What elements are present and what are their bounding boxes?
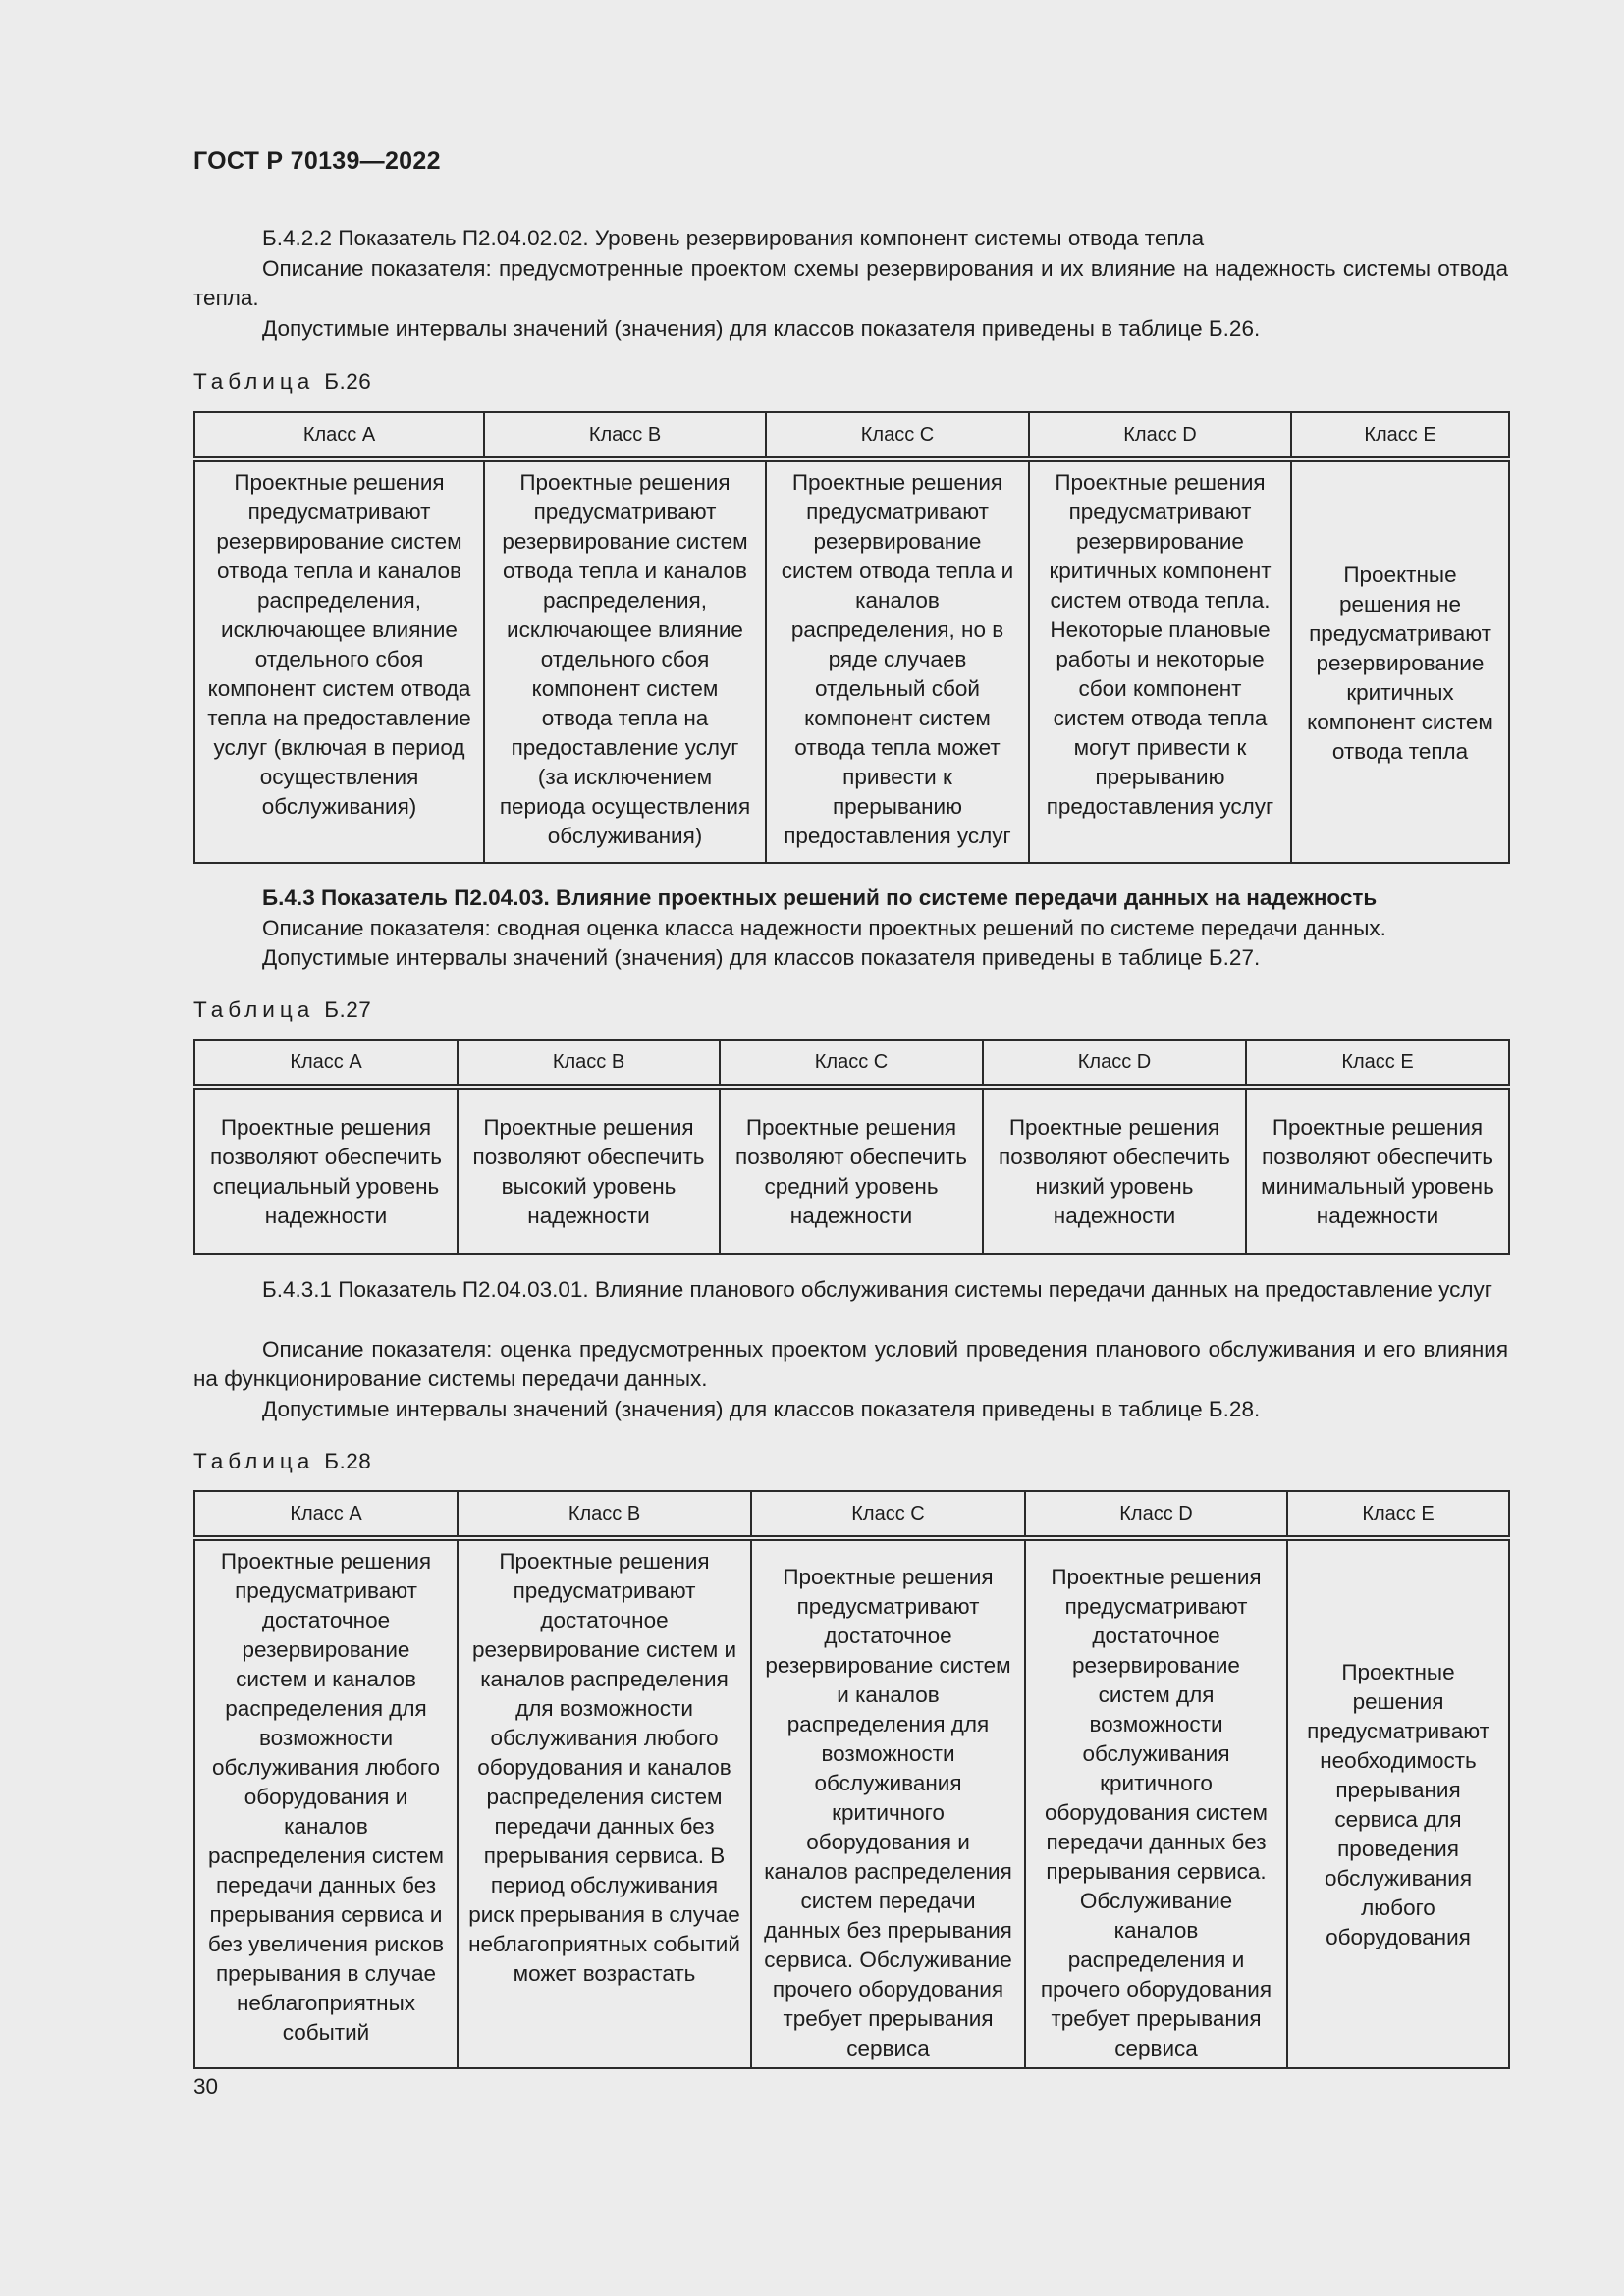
- table-header-row: [194, 1040, 1509, 1087]
- cell-class-e: Проектные решения предусматривают необходимость прерывания сервиса для проведения обслуживания любого оборудования: [1287, 1538, 1509, 2068]
- cell-class-b: Проектные решения предусматривают резервирование систем отвода тепла и каналов распределения, исключающее влияние отдельного сбоя компонент систем отвода тепла на предоставление услуг (за исключением периода осуществления обслуживания): [484, 459, 766, 863]
- cell-class-a: Проектные решения позволяют обеспечить специальный уровень надежности: [194, 1087, 458, 1254]
- cell-class-c: Проектные решения предусматривают достаточное резервирование систем и каналов распределения для возможности обслуживания критичного оборудования и каналов распределения систем передачи данных без прерывания сервиса. Обслуживание прочего оборудования требует прерывания сервиса: [751, 1538, 1025, 2068]
- header-class-e: Класс E: [1246, 1040, 1509, 1087]
- header-class-b: Класс B: [458, 1040, 720, 1087]
- cell-class-b: Проектные решения предусматривают достаточное резервирование систем и каналов распределения для возможности обслуживания любого оборудования и каналов распределения систем передачи данных без прерывания сервиса. В период обслуживания риск прерывания в случае неблагоприятных событий может возрастать: [458, 1538, 751, 2068]
- table-header-row: [194, 412, 1509, 459]
- header-class-e: Класс E: [1291, 412, 1509, 459]
- table-caption-b28: Таблица Б.28: [193, 1449, 372, 1473]
- section-title-b4-2-2: Б.4.2.2 Показатель П2.04.02.02. Уровень резервирования компонент системы отвода тепла: [262, 226, 1205, 250]
- header-class-e: Класс E: [1287, 1491, 1509, 1538]
- header-class-d: Класс D: [1025, 1491, 1287, 1538]
- cell-class-d: Проектные решения предусматривают резервирование критичных компонент систем отвода тепла. Некоторые плановые работы и некоторые сбои компонент систем отвода тепла могут привести к прерыванию предоставления услуг: [1029, 459, 1291, 863]
- header-class-a: Класс A: [194, 1040, 458, 1087]
- table-row: [194, 1087, 1509, 1254]
- section-ranges-b4-2-2: Допустимые интервалы значений (значения) для классов показателя приведены в таблице Б.26.: [262, 316, 1261, 341]
- header-class-b: Класс B: [458, 1491, 751, 1538]
- table-row: [194, 459, 1509, 863]
- header-class-c: Класс C: [720, 1040, 983, 1087]
- header-class-d: Класс D: [983, 1040, 1246, 1087]
- header-class-b: Класс B: [484, 412, 766, 459]
- table-b26: [193, 411, 1510, 864]
- cell-class-b: Проектные решения позволяют обеспечить высокий уровень надежности: [458, 1087, 720, 1254]
- table-b27: [193, 1039, 1510, 1255]
- section-description-b4-2-2: Описание показателя: предусмотренные проектом схемы резервирования и их влияние на надежность системы отвода тепла.: [193, 256, 1508, 310]
- document-code: ГОСТ Р 70139—2022: [193, 147, 441, 175]
- table-caption-b26: Таблица Б.26: [193, 369, 372, 394]
- cell-class-c: Проектные решения позволяют обеспечить средний уровень надежности: [720, 1087, 983, 1254]
- section-ranges-b4-3: Допустимые интервалы значений (значения) для классов показателя приведены в таблице Б.27.: [262, 945, 1261, 970]
- header-class-c: Класс C: [751, 1491, 1025, 1538]
- cell-class-e: Проектные решения позволяют обеспечить минимальный уровень надежности: [1246, 1087, 1509, 1254]
- cell-class-d: Проектные решения позволяют обеспечить низкий уровень надежности: [983, 1087, 1246, 1254]
- section-description-b4-3-1: Описание показателя: оценка предусмотренных проектом условий проведения планового обслуживания и его влияния на функционирование системы передачи данных.: [193, 1337, 1508, 1391]
- cell-class-e: Проектные решения не предусматривают резервирование критичных компонент систем отвода тепла: [1291, 459, 1509, 863]
- section-description-b4-3: Описание показателя: сводная оценка класса надежности проектных решений по системе передачи данных.: [262, 916, 1386, 940]
- section-title-b4-3-1: Б.4.3.1 Показатель П2.04.03.01. Влияние планового обслуживания системы передачи данных на предоставление услуг: [262, 1277, 1492, 1302]
- cell-class-a: Проектные решения предусматривают достаточное резервирование систем и каналов распределения для возможности обслуживания любого оборудования и каналов распределения систем передачи данных без прерывания сервиса и без увеличения рисков прерывания в случае неблагоприятных событий: [194, 1538, 458, 2068]
- page-number: 30: [193, 2074, 219, 2099]
- section-ranges-b4-3-1: Допустимые интервалы значений (значения) для классов показателя приведены в таблице Б.28.: [262, 1397, 1261, 1421]
- table-caption-b27: Таблица Б.27: [193, 997, 372, 1022]
- header-class-a: Класс A: [194, 1491, 458, 1538]
- section-title-b4-3: Б.4.3 Показатель П2.04.03. Влияние проектных решений по системе передачи данных на надежность: [262, 885, 1378, 910]
- cell-class-d: Проектные решения предусматривают достаточное резервирование систем для возможности обслуживания критичного оборудования систем передачи данных без прерывания сервиса. Обслуживание каналов распределения и прочего оборудования требует прерывания сервиса: [1025, 1538, 1287, 2068]
- table-header-row: [194, 1491, 1509, 1538]
- header-class-c: Класс C: [766, 412, 1029, 459]
- header-class-a: Класс A: [194, 412, 484, 459]
- cell-class-a: Проектные решения предусматривают резервирование систем отвода тепла и каналов распределения, исключающее влияние отдельного сбоя компонент систем отвода тепла на предоставление услуг (включая в период осуществления обслуживания): [194, 459, 484, 863]
- header-class-d: Класс D: [1029, 412, 1291, 459]
- table-b28: [193, 1490, 1510, 2069]
- table-row: [194, 1538, 1509, 2068]
- cell-class-c: Проектные решения предусматривают резервирование систем отвода тепла и каналов распределения, но в ряде случаев отдельный сбой компонент систем отвода тепла может привести к прерыванию предоставления услуг: [766, 459, 1029, 863]
